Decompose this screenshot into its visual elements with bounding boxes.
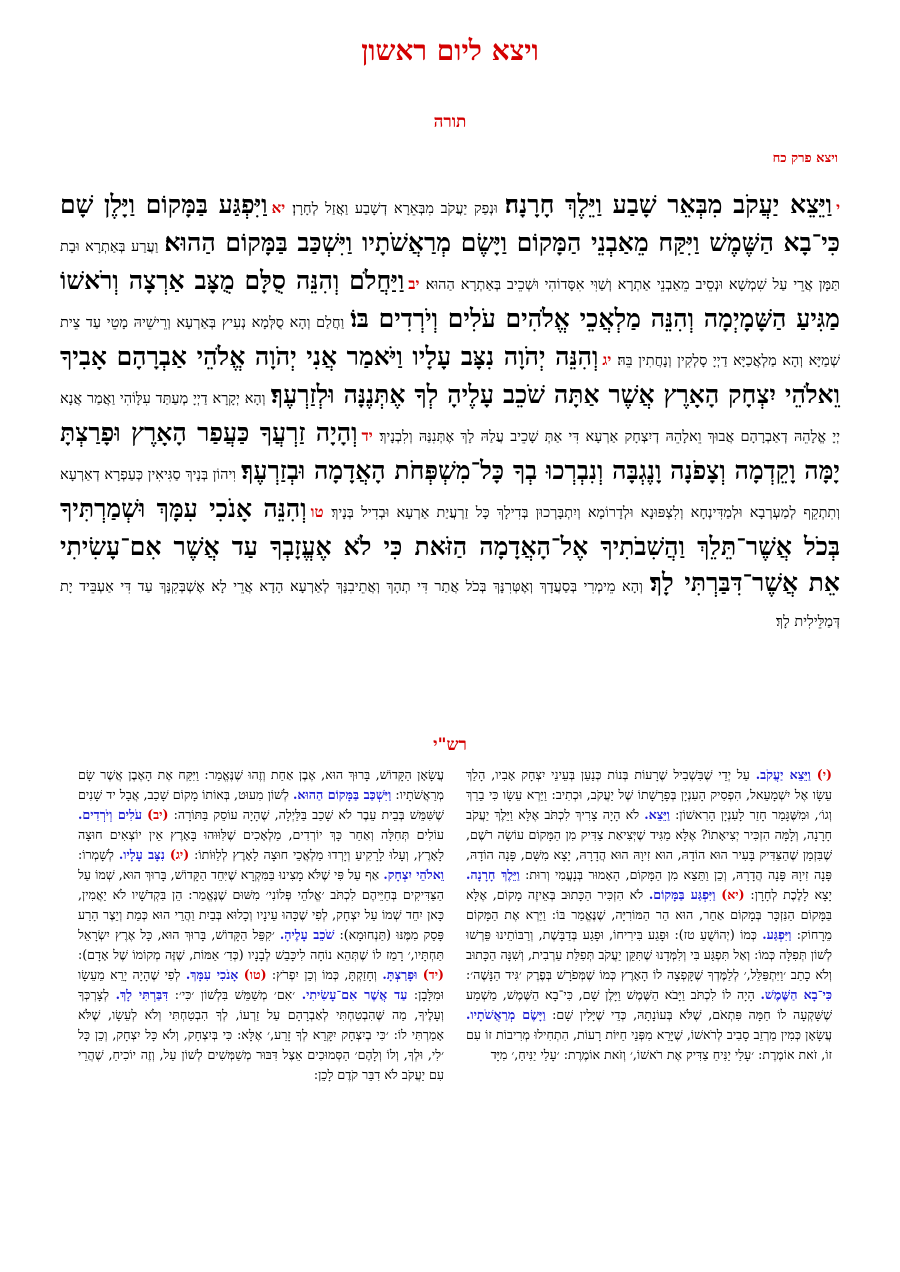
verse-text: וְהָיָה זַרְעֲךָ כַּעֲפַר הָאָרֶץ וּפָרַצְתָּ יָמָּה וָקֵדְמָה וְצָפֹנָה וָנֶגְבָּה וְנִבְרְכוּ בְךָ כָּל־מִשְׁפְּחֹת הָאֲדָמָה וּבְזַרְעֶךָ׃ bbox=[60, 418, 840, 485]
rashi-comment-text: יָצָא לָלֶכֶת לְחָרָן: bbox=[750, 887, 832, 902]
targum-text: וִיהוֹן בְּנָיךְ סַגִּיאִין כְּעַפְרָא דְאַרְעָא וְתִתְקֵף לְמַעְרְבָא וּלְמַדִּינְחָא וְלִצְפּוּנָא וּלְדָרוֹמָא וְיִתְבָּרְכוּן בְּדִילָךְ כָּל זַרְעֲיַת אַרְעָא וּבְדִיל בְּנָיךְ׃ bbox=[60, 467, 840, 521]
rashi-comment-text: לְשָׁמְרוֹ: bbox=[78, 847, 114, 862]
rashi-comment-text: עוֹלִים תְּחִלָּה וְאַחַר כָּךְ יוֹרְדִים, מַלְאָכִים שֶׁלִּוּוּהוּ בָּאָרֶץ אֵין יוֹצְאִים חוּצָה לָאָרֶץ, וְעָלוּ לָרָקִיעַ וְיָרְדוּ מַלְאֲכֵי חוּצָה לָאָרֶץ לְלַוּוֹתוֹ: bbox=[78, 827, 444, 862]
verse-text: וְהִנֵּה אָנֹכִי עִמָּךְ וּשְׁמַרְתִּיךָ בְּכֹל אֲשֶׁר־תֵּלֵךְ וַהֲשִׁבֹתִיךָ אֶל־הָאֲדָמָה הַזֹּאת כִּי לֹא אֶעֱזָבְךָ עַד אֲשֶׁר אִם־עָשִׂיתִי אֵת אֲשֶׁר־דִּבַּרְתִּי לָךְ׃ bbox=[60, 494, 840, 597]
targum-text: וַעֲרַע בְּאַתְרָא וּבָת תַּמָּן אֲרֵי עַל שִׁמְשָׁא וּנְסֵיב מֵאַבְנֵי אַתְרָא וְשַׁוִּי אִסָּדוֹהִי וּשְׁכֵיב בְּאַתְרָא הַהוּא׃ bbox=[60, 239, 840, 293]
rashi-comment-text: כְּמוֹ (יְהוֹשֻׁעַ טז): וּפָגַע בִּירִיחוֹ, וּפָגַע בְּדַבָּשֶׁת, וְרַבּוֹתֵינוּ פֵּרְשׁוּ לְשׁוֹן תְּפִלָּה כְּמוֹ: וְאַל תִּפְגַּע בִּי וְלִמְּדָנוּ שֶׁתִּקֵּן יַעֲקֹב תְּפִלַּת עַרְבִית, וְשִׁנָּה הַכָּתוּב וְלֹא כָתַב ׳וַיִּתְפַּלֵּל,׳ לְלַמֶּדְךָ שֶׁקָּפְצָה לוֹ הָאָרֶץ כְּמוֹ שֶׁמְּפֹרָשׁ בְּפֶרֶק ׳גִּיד הַנָּשֶׁה׳: bbox=[466, 927, 832, 982]
rashi-dibur-hamatchil: וּפָרַצְתָּ. bbox=[382, 967, 418, 982]
rashi-comment-text: עֲשָׂאָן הַקָּדוֹשׁ, בָּרוּךְ הוּא, אֶבֶן אַחַת וְזֶהוּ שֶׁנֶּאֱמַר: וַיִּקַּח אֶת הָאֶבֶן אֲשֶׁר שָׂם מְרַאֲשֹׁתָיו: bbox=[78, 767, 444, 802]
rashi-comment-text: לְצָרְכְּךָ וְעָלֶיךָ, מַה שֶּׁהִבְטַחְתִּי לְאַבְרָהָם עַל זַרְעוֹ, לְךָ הִבְטַחְתִּי וְלֹא לְעֵשָׂו, שֶׁלֹּא אָמַרְתִּי לוֹ: ׳כִּי בְיִצְחָק יִקָּרֵא לְךָ זָרַע,׳ אֶלָּא: כִּי בְּיִצְחָק, וְלֹא כָּל יִצְחָק, וְכֵן כָּל ׳לִי, וּלְךָ, וְלוֹ וְלָהֶם׳ הַסְּמוּכִים אֵצֶל דִּבּוּר מְשַׁמְּשִׁים לְשׁוֹן עַל, וְזֶה יוֹכִיחַ, שֶׁהֲרֵי עִם יַעֲקֹב לֹא דִבֵּר קֹדֶם לָכֵן: bbox=[78, 987, 444, 1082]
rashi-dibur-hamatchil: נִצָּב עָלָיו. bbox=[118, 847, 165, 862]
rashi-dibur-hamatchil: שֹׁכֵב עָלֶיהָ. bbox=[279, 927, 335, 942]
rashi-dibur-hamatchil: עַד אֲשֶׁר אִם־עָשִׂיתִי. bbox=[301, 987, 408, 1002]
rashi-comment bbox=[267, 967, 444, 982]
rashi-verse-number: (יג) bbox=[169, 847, 190, 862]
rashi-dibur-hamatchil: וַיֵּצֵא יַעֲקֹב. bbox=[755, 767, 811, 782]
rashi-column-left bbox=[78, 765, 444, 1245]
verse bbox=[292, 190, 840, 219]
verse-text: וַיֵּצֵא יַעֲקֹב מִבְּאֵר שָׁבַע וַיֵּלֶךְ חָרָנָה׃ bbox=[504, 190, 833, 219]
verse-number: יב bbox=[408, 275, 420, 293]
rashi-dibur-hamatchil: וַיֵּצֵא. bbox=[644, 807, 670, 822]
rashi-column-right bbox=[466, 765, 832, 1245]
rashi-dibur-hamatchil: וַיִּפְגַּע. bbox=[762, 927, 792, 942]
targum-text: וְהָא מֵימְרִי בְּסַעֲדָךְ וְאֶטְּרִנָּךְ בְּכֹל אֲתַר דִּי תְהָךְ וְאֲתֵיבִנָּךְ לְאַרְעָא הָדָא אֲרֵי לָא אֶשְׁבְּקִנָּךְ עַד דִּי אַעְבֵּיד יָת דְּמַלֵּילִית לָךְ׃ bbox=[60, 579, 840, 630]
rashi-comment-text: לְשׁוֹן מִעוּט, בְּאוֹתוֹ מָקוֹם שָׁכַב, אֲבָל יד שָׁנִים שֶׁשִּׁמֵּשׁ בְּבֵית עֵבֶר לֹא שָׁכַב בַּלַּיְלָה, שֶׁהָיָה עוֹסֵק בַּתּוֹרָה: bbox=[78, 787, 444, 822]
rashi-comment-text: לֹא הִזְכִּיר הַכָּתוּב בְּאֵיזֶה מָקוֹם, אֶלָּא בַּמָּקוֹם הַנִּזְכָּר בְּמָקוֹם אַחֵר, הוּא הַר הַמּוֹרִיָּה, שֶׁנֶּאֱמַר בּוֹ: וַיַּרְא אֶת הַמָּקוֹם מֵרָחוֹק: bbox=[466, 887, 832, 942]
rashi-verse-number: (טו) bbox=[243, 967, 267, 982]
verse-number: טו bbox=[310, 503, 324, 521]
rashi-comment-text: ׳אִם׳ מְשַׁמֵּשׁ בִּלְשׁוֹן ׳כִּי׳: bbox=[174, 987, 296, 1002]
rashi-comment-text: ׳קִפֵּל הַקָּדוֹשׁ, בָּרוּךְ הוּא, כָּל אֶרֶץ יִשְׂרָאֵל תַּחְתָּיו,׳ רָמַז לוֹ שֶׁתְּהֵא נוֹחָה לִיכָּבֵשׁ לְבָנָיו (כְּדִ׳ אַמּוֹת, שֶׁזֶּה מְקוֹמוֹ שֶׁל אָדָם): bbox=[78, 927, 444, 962]
rashi-comment bbox=[78, 847, 189, 862]
rashi-verse-number: (יב) bbox=[147, 807, 169, 822]
rashi-dibur-hamatchil: עֹלִים וְיֹרְדִים. bbox=[78, 807, 143, 822]
rashi-dibur-hamatchil: וַיִּשְׁכַּב בַּמָּקוֹם הַהוּא. bbox=[293, 787, 392, 802]
rashi-comment bbox=[466, 927, 832, 982]
rashi-comment-text: עֲשָׂאָן כְּמִין מַרְזֵב סָבִיב לְרֹאשׁוֹ, שֶׁיָּרֵא מִפְּנֵי חַיּוֹת רָעוֹת, הִתְחִילוּ מְרִיבוֹת זוֹ עִם זוֹ, זֹאת אוֹמֶרֶת: ׳עָלַי יַנִּיחַ צַדִּיק אֶת רֹאשׁוֹ,׳ וְזֹאת אוֹמֶרֶת: ׳עָלַי יַנִּיחַ,׳ מִיָּד bbox=[466, 1027, 832, 1062]
rashi-commentary bbox=[78, 765, 832, 1245]
torah-text bbox=[60, 188, 840, 639]
verse-number: יא bbox=[271, 199, 286, 217]
page-title: ויצא ליום ראשון bbox=[361, 34, 539, 67]
targum-text: וְהָא יְקָרָא דַיְיָ מְעַתַּד עִלָּוֹהִי וַאֲמַר אֲנָא יְיָ אֱלָהֵהּ דְאַבְרָהָם אֲבוּךְ וֵאלָהֵהּ דְיִצְחָק אַרְעָא דִּי אַתְּ שָׁכֵיב עֲלַהּ לָךְ אֶתְּנִנַּהּ וְלִבְנָיךְ׃ bbox=[60, 391, 840, 445]
rashi-dibur-hamatchil: וַיֵּלֶךְ חָרָנָה. bbox=[466, 867, 520, 882]
section-heading: תורה bbox=[433, 112, 467, 132]
rashi-verse-number: (י) bbox=[816, 767, 832, 782]
rashi-dibur-hamatchil: כִּי־בָא הַשֶּׁמֶשׁ. bbox=[760, 987, 832, 1002]
verse-text: וְהִנֵּה יְהֹוָה נִצָּב עָלָיו וַיֹּאמַר אֲנִי יְהֹוָה אֱלֹהֵי אַבְרָהָם אָבִיךָ וֵאלֹהֵי יִצְחָק הָאָרֶץ אֲשֶׁר אַתָּה שֹׁכֵב עָלֶיהָ לְךָ אֶתְּנֶנָּה וּלְזַרְעֶךָ׃ bbox=[60, 342, 840, 409]
rashi-dibur-hamatchil: וֵאלֹהֵי יִצְחָק. bbox=[383, 867, 444, 882]
verse-text: וַיַּחֲלֹם וְהִנֵּה סֻלָּם מֻצָּב אַרְצָה וְרֹאשׁוֹ מַגִּיעַ הַשָּׁמָיְמָה וְהִנֵּה מַלְאֲכֵי אֱלֹהִים עֹלִים וְיֹרְדִים בּוֹ׃ bbox=[60, 266, 840, 333]
rashi-verse-number: (יד) bbox=[422, 967, 444, 982]
rashi-comment-text: לְפִי שֶׁהָיָה יָרֵא מֵעֵשָׂו וּמִלָּבָן: bbox=[78, 967, 444, 1002]
rashi-comment bbox=[168, 987, 407, 1002]
targum-text: וּנְפַק יַעֲקֹב מִבְּאֵרָא דְשָׁבַע וַאֲזַל לְחָרָן׃ bbox=[292, 201, 498, 217]
rashi-dibur-hamatchil: וַיָּשֶׂם מְרַאֲשֹׁתָיו. bbox=[466, 1007, 546, 1022]
targum-text: וַחֲלַם וְהָא סֻלְּמָא נְעִיץ בְּאַרְעָא וְרֵישֵׁיהּ מָטֵי עַד צֵית שְׁמַיָּא וְהָא מַלְאֲכַיָּא דַיְיָ סָלְקִין וְנָחֲתִין בֵּהּ׃ bbox=[60, 315, 840, 369]
verse-number: יד bbox=[361, 427, 373, 445]
verse-number: י bbox=[836, 199, 840, 217]
rashi-heading: רש"י bbox=[433, 735, 467, 755]
rashi-comment-text: אַף עַל פִּי שֶׁלֹּא מָצִינוּ בַּמִּקְרָא שֶׁיִּחֵד הַקָּדוֹשׁ, בָּרוּךְ הוּא, שְׁמוֹ עַל הַצַּדִּיקִים בְּחַיֵּיהֶם לִכְתֹּב ׳אֱלֹהֵי פְּלוֹנִי׳ מִשּׁוּם שֶׁנֶּאֱמַר: הֵן בִּקְדֹשָׁיו לֹא יַאֲמִין, כָּאן יִחֵד שְׁמוֹ עַל יִצְחָק, לְפִי שֶׁכָּהוּ עֵינָיו וְכָלוּא בְּבַיִת וַהֲרֵי הוּא כְּמֵת וְיֵצֶר הָרַע פָּסַק מִמֶּנּוּ (תַּנְחוּמָא): bbox=[78, 867, 444, 942]
rashi-comment-text: הָיָה לוֹ לִכְתֹּב וַיָּבֹא הַשֶּׁמֶשׁ וַיָּלֶן שָׁם, כִּי־בָא הַשֶּׁמֶשׁ, מַשְׁמַע שֶׁשָּׁקְעָה לוֹ חַמָּה פִּתְאֹם, שֶׁלֹּא בְּעוֹנָתָהּ, כְּדֵי שֶׁיָּלִין שָׁם: bbox=[466, 987, 832, 1022]
rashi-dibur-hamatchil: דִּבַּרְתִּי לָךְ. bbox=[115, 987, 169, 1002]
rashi-comment-text: וְחָזַקְתָּ, כְּמוֹ וְכֵן יִפְרֹץ: bbox=[271, 967, 377, 982]
verse-number: יג bbox=[602, 351, 612, 369]
rashi-verse-number: (יא) bbox=[721, 887, 745, 902]
rashi-comment-text: לֹא הָיָה צָרִיךְ לִכְתֹּב אֶלָּא וַיֵּלֶךְ יַעֲקֹב חָרָנָה, וְלָמָּה הִזְכִּיר יְצִיאָתוֹ? אֶלָּא מַגִּיד שֶׁיְּצִיאַת צַדִּיק מִן הַמָּקוֹם עוֹשָׂה רֹשֶׁם, שֶׁבִּזְמַן שֶׁהַצַּדִּיק בָּעִיר הוּא הוֹדָהּ, הוּא זִיוָהּ הוּא הֲדָרָהּ, יָצָא מִשָּׁם, פָּנָה הוֹדָהּ, פָּנָה זִיוָהּ פָּנָה הֲדָרָהּ, וְכֵן וַתֵּצֵא מִן הַמָּקוֹם, הָאָמוּר בְּנָעֳמִי וְרוּת: bbox=[466, 807, 832, 882]
rashi-comment-text: עַל יְדֵי שֶׁבִּשְׁבִיל שֶׁרָעוֹת בְּנוֹת כְּנַעַן בְּעֵינֵי יִצְחָק אָבִיו, הָלַךְ עֵשָׂו אֶל יִשְׁמָעֵאל, הִפְסִיק הָעִנְיָן בְּפָרָשָׁתוֹ שֶׁל יַעֲקֹב, וּכְתִיב: וַיַּרְא עֵשָׂו כִּי בֵרַךְ וְגוֹ׳, וּמִשֶּׁגָּמַר חָזַר לָעִנְיָן הָרִאשׁוֹן: bbox=[466, 767, 832, 822]
verse-text: וַיִּפְגַּע בַּמָּקוֹם וַיָּלֶן שָׁם כִּי־בָא הַשֶּׁמֶשׁ וַיִּקַּח מֵאַבְנֵי הַמָּקוֹם וַיָּשֶׂם מְרַאֲשֹׁתָיו וַיִּשְׁכַּב בַּמָּקוֹם הַהוּא׃ bbox=[60, 190, 840, 257]
rashi-dibur-hamatchil: וַיִּפְגַּע בַּמָּקוֹם. bbox=[648, 887, 716, 902]
chapter-label: ויצא פרק כח bbox=[772, 151, 838, 166]
rashi-dibur-hamatchil: אָנֹכִי עִמָּךְ. bbox=[185, 967, 239, 982]
